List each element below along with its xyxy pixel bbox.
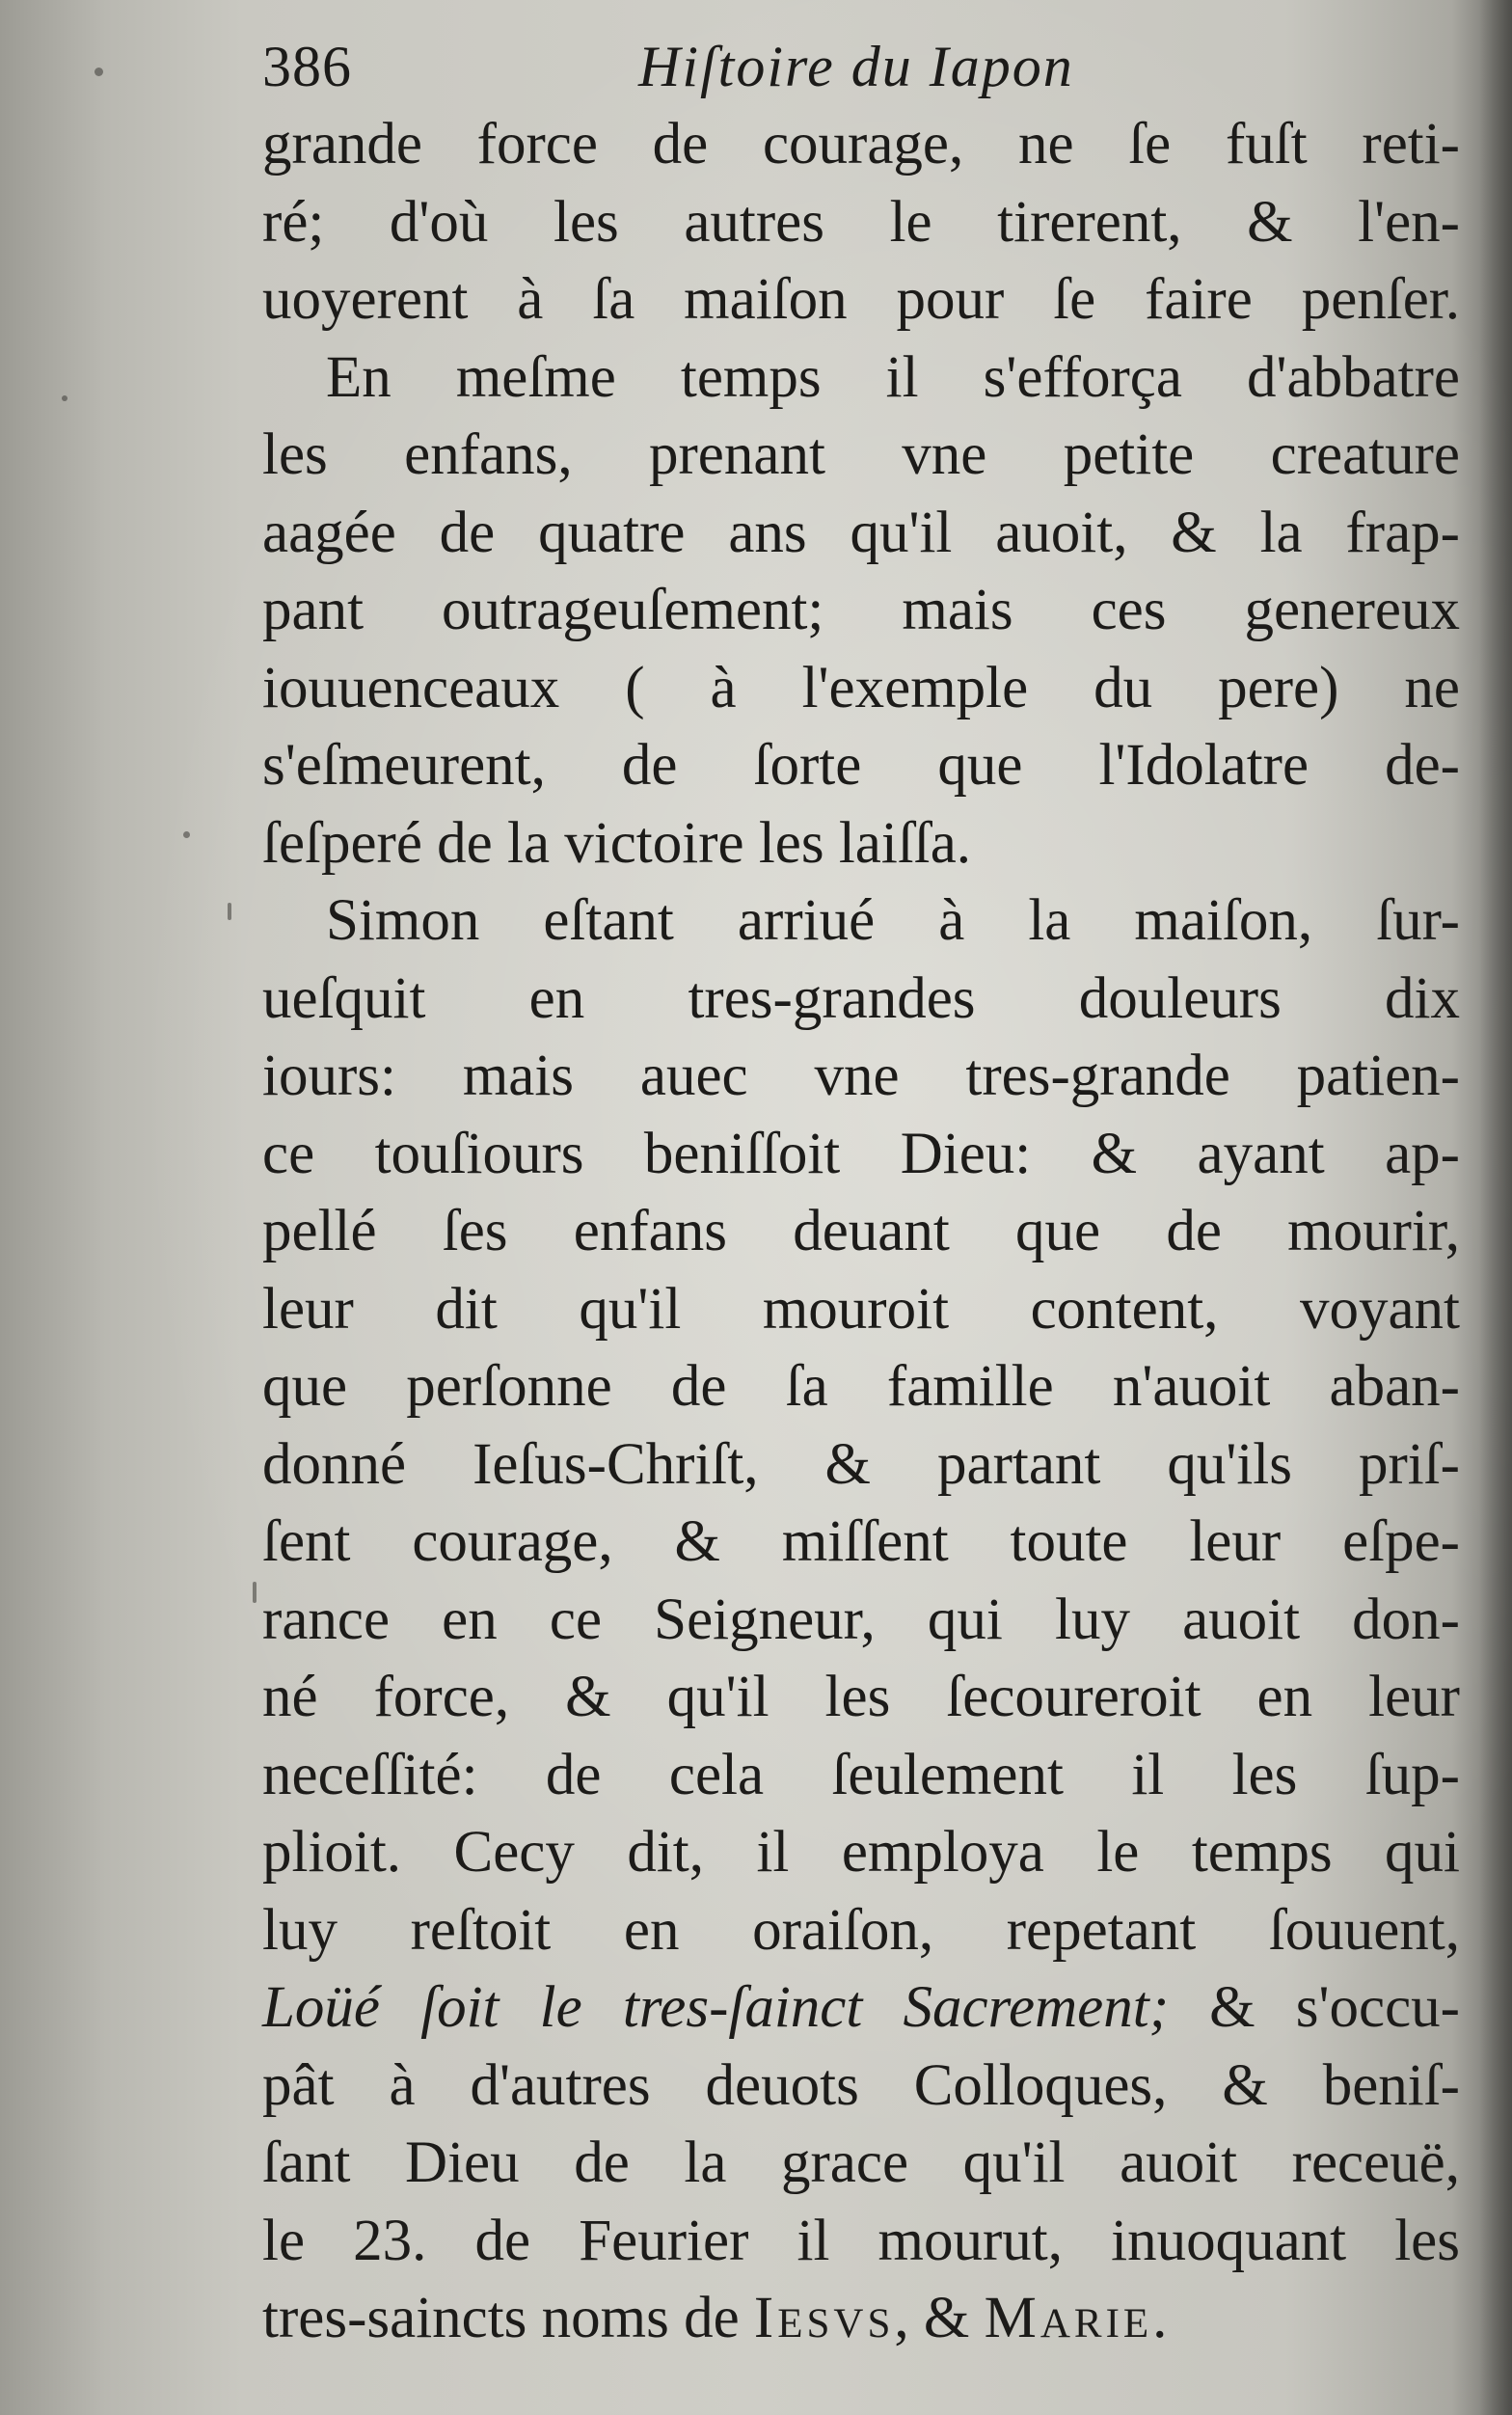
text-line: pant outrageuſement; mais ces genereux [262,578,1460,642]
text-line: ueſquit en tres-grandes douleurs dix [262,965,1460,1031]
text-line: que perſonne de ſa famille n'auoit aban- [262,1354,1460,1419]
name-marie: Marie [984,2286,1153,2350]
line-mid: , & [894,2286,985,2350]
text-line-mixed [262,2280,1460,2358]
text-line: aagée de quatre ans qu'il auoit, & la frap- [262,500,1460,565]
text-line: pât à d'autres deuots Colloques, & beniſ- [262,2052,1460,2118]
name-jesus: Iesvs [753,2286,895,2350]
text-line: Simon eſtant arriué à la maiſon, ſur- [326,888,1460,953]
text-line: iours: mais auec vne tres-grande patien- [262,1044,1460,1108]
paper-speck [253,1582,256,1603]
running-title: Hiſtoire du Iapon [638,35,1074,98]
text-line: En meſme temps il s'efforça d'abbatre [326,344,1460,410]
text-line: leur dit qu'il mouroit content, voyant [262,1276,1460,1342]
page-number: 386 [262,35,352,98]
text-line: ſeſperé de la victoire les laiſſa. [262,810,972,876]
text-line: ce touſiours beniſſoit Dieu: & ayant ap- [262,1121,1460,1186]
text-line: grande force de courage, ne ſe fuſt reti- [262,112,1460,176]
text-line: pellé ſes enfans deuant que de mourir, [262,1199,1460,1263]
text-line: neceſſité: de cela ſeulement il les ſup- [262,1742,1460,1807]
text-line: s'eſmeurent, de ſorte que l'Idolatre de- [262,733,1460,798]
text-line: donné Ieſus-Chriſt, & partant qu'ils priſ- [262,1431,1460,1497]
text-line: luy reſtoit en oraiſon, repetant ſouuent, [262,1897,1460,1963]
paper-speck [94,68,103,76]
paper-speck [183,831,190,838]
italic-phrase: Loüé ſoit le tres-ſainct Sacrement; [262,1975,1170,2040]
paper-speck [228,903,231,920]
text-line: ſant Dieu de la grace qu'il auoit receuë, [262,2130,1460,2195]
line-head: tres-saincts noms de [262,2286,754,2350]
text-line: né force, & qu'il les ſecoureroit en leur [262,1665,1460,1729]
line-end: . [1152,2286,1168,2350]
paper-speck [62,395,68,401]
text-line: plioit. Cecy dit, il employa le temps qui [262,1820,1460,1885]
page-text-block [262,27,1460,2358]
line-tail: & s'occu- [1169,1975,1460,2040]
text-line: rance en ce Seigneur, qui luy auoit don- [262,1587,1460,1652]
text-line: le 23. de Feurier il mourut, inuoquant les [262,2208,1460,2273]
running-head [262,27,1460,106]
text-line: les enfans, prenant vne petite creature [262,422,1460,487]
text-line: ré; d'où les autres le tirerent, & l'en- [262,189,1460,255]
text-line: ſent courage, & miſſent toute leur eſpe- [262,1509,1460,1574]
text-line: uoyerent à ſa maiſon pour ſe faire penſer. [262,267,1460,332]
text-line: iouuenceaux ( à l'exemple du pere) ne [262,655,1460,720]
page-gutter-shadow [1479,0,1512,2415]
text-line-mixed [262,1969,1460,2048]
